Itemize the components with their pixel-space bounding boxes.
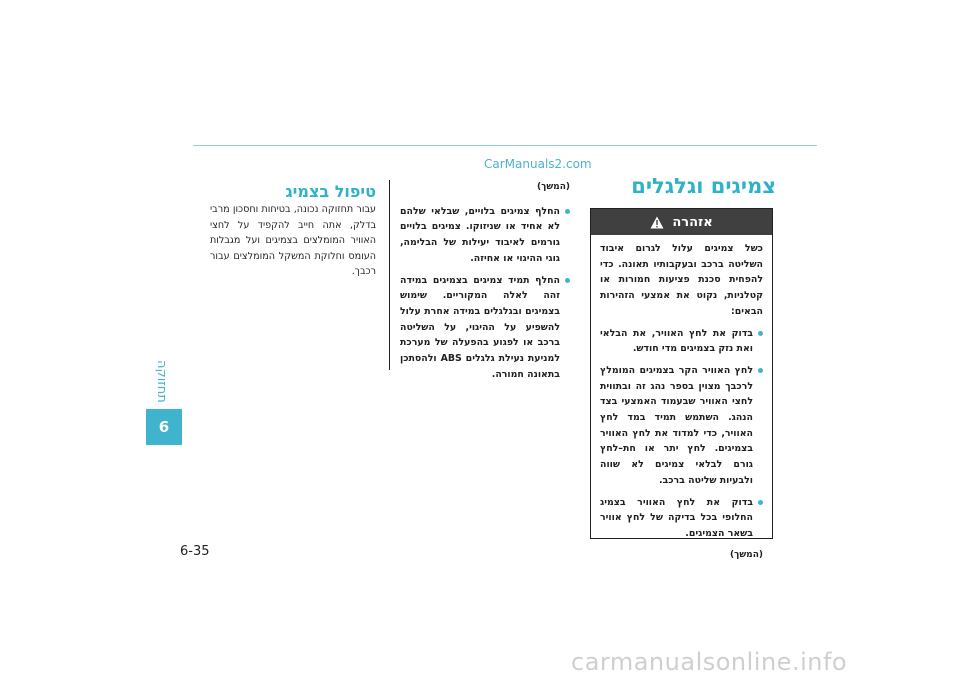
header-divider	[193, 145, 817, 146]
tire-care-heading: טיפול בצמיג	[285, 182, 376, 201]
list-item	[600, 326, 763, 357]
list-item	[600, 495, 763, 542]
middle-bullet-list	[400, 204, 570, 383]
bullet-icon	[758, 331, 763, 336]
warning-label: אזהרה	[672, 214, 713, 230]
chapter-number-badge: 6	[146, 409, 182, 445]
warning-bullet-list	[600, 326, 763, 542]
watermark-bottom: carmanualsonline.info	[571, 648, 848, 676]
tires-wheels-heading: צמיגים וגלגלים	[631, 174, 776, 198]
list-item	[400, 204, 570, 267]
list-item-text: בדוק את לחץ האוויר בצמיג החלופי בכל בדיקה של לחץ אוויר בשאר הצמיגים.	[600, 496, 753, 539]
list-item	[400, 273, 570, 383]
bullet-icon	[758, 368, 763, 373]
section-label: תחזוקה	[154, 359, 169, 403]
warning-intro: כשל צמיגים עלול לגרום איבוד השליטה ברכב ובעקבותיו תאונה. כדי להפחית סכנת פציעות חמורות או קטלניות, נקוט את אמצעי הזהירות הבאים:	[600, 243, 763, 317]
bullet-icon	[565, 278, 570, 283]
middle-column	[389, 180, 576, 380]
tire-care-paragraph: עבור תחזוקה נכונה, בטיחות וחסכון מרבי בדלק, אתה חייב להקפיד על לחצי האוויר המומלצים בצמיגים ועל מגבלות העומס וחלוקת המשקל המומלצים עבור רכבך.	[210, 204, 376, 278]
page-number: 6-35	[180, 544, 210, 559]
bullet-icon	[565, 209, 570, 214]
list-item	[600, 363, 763, 489]
list-item-text: החלף צמיגים בלויים, שבלאי שלהם לא אחיד או שניזוקו. צמיגים בלויים גורמים לאיבוד יעילות של הבלימה, גוגי ההיגוי או אחיזה.	[400, 205, 560, 264]
warning-triangle-icon	[650, 216, 664, 229]
warning-header	[591, 209, 772, 235]
continued-label: (המשך)	[730, 549, 763, 560]
list-item-text: החלף תמיד צמיגים בצמיגים במידה זהה לאלה המקוריים. שימוש בצמיגים ובגלגלים במידה אחרת עלול להשפיע על ההיגוי, על השליטה ברכב או לפגוע בהפעלה של מערכת למניעת נעילת גלגלים ABS ולהסתכן בתאונה חמורה.	[400, 274, 560, 380]
warning-box	[590, 208, 773, 560]
bullet-icon	[758, 500, 763, 505]
list-item-text: בדוק את לחץ האוויר, את הבלאי ואת נזק בצמיגים מדי חודש.	[600, 327, 753, 355]
watermark-top: CarManuals2.com	[484, 157, 592, 171]
list-item-text: לחץ האוויר הקר בצמיגים המומלץ לרכבך מצוין בספר נהג זה ובתווית לחצי האוויר שבעמוד האמצעי בצד הנהג. השתמש תמיד במד לחץ האוויר, כדי למדוד את לחץ האוויר בצמיגים. לחץ יתר או חת–לחץ גורם לבלאי צמיגים לא שווה ולבעיות שליטה ברכב.	[600, 364, 753, 486]
continued-label: (המשך)	[537, 182, 570, 192]
